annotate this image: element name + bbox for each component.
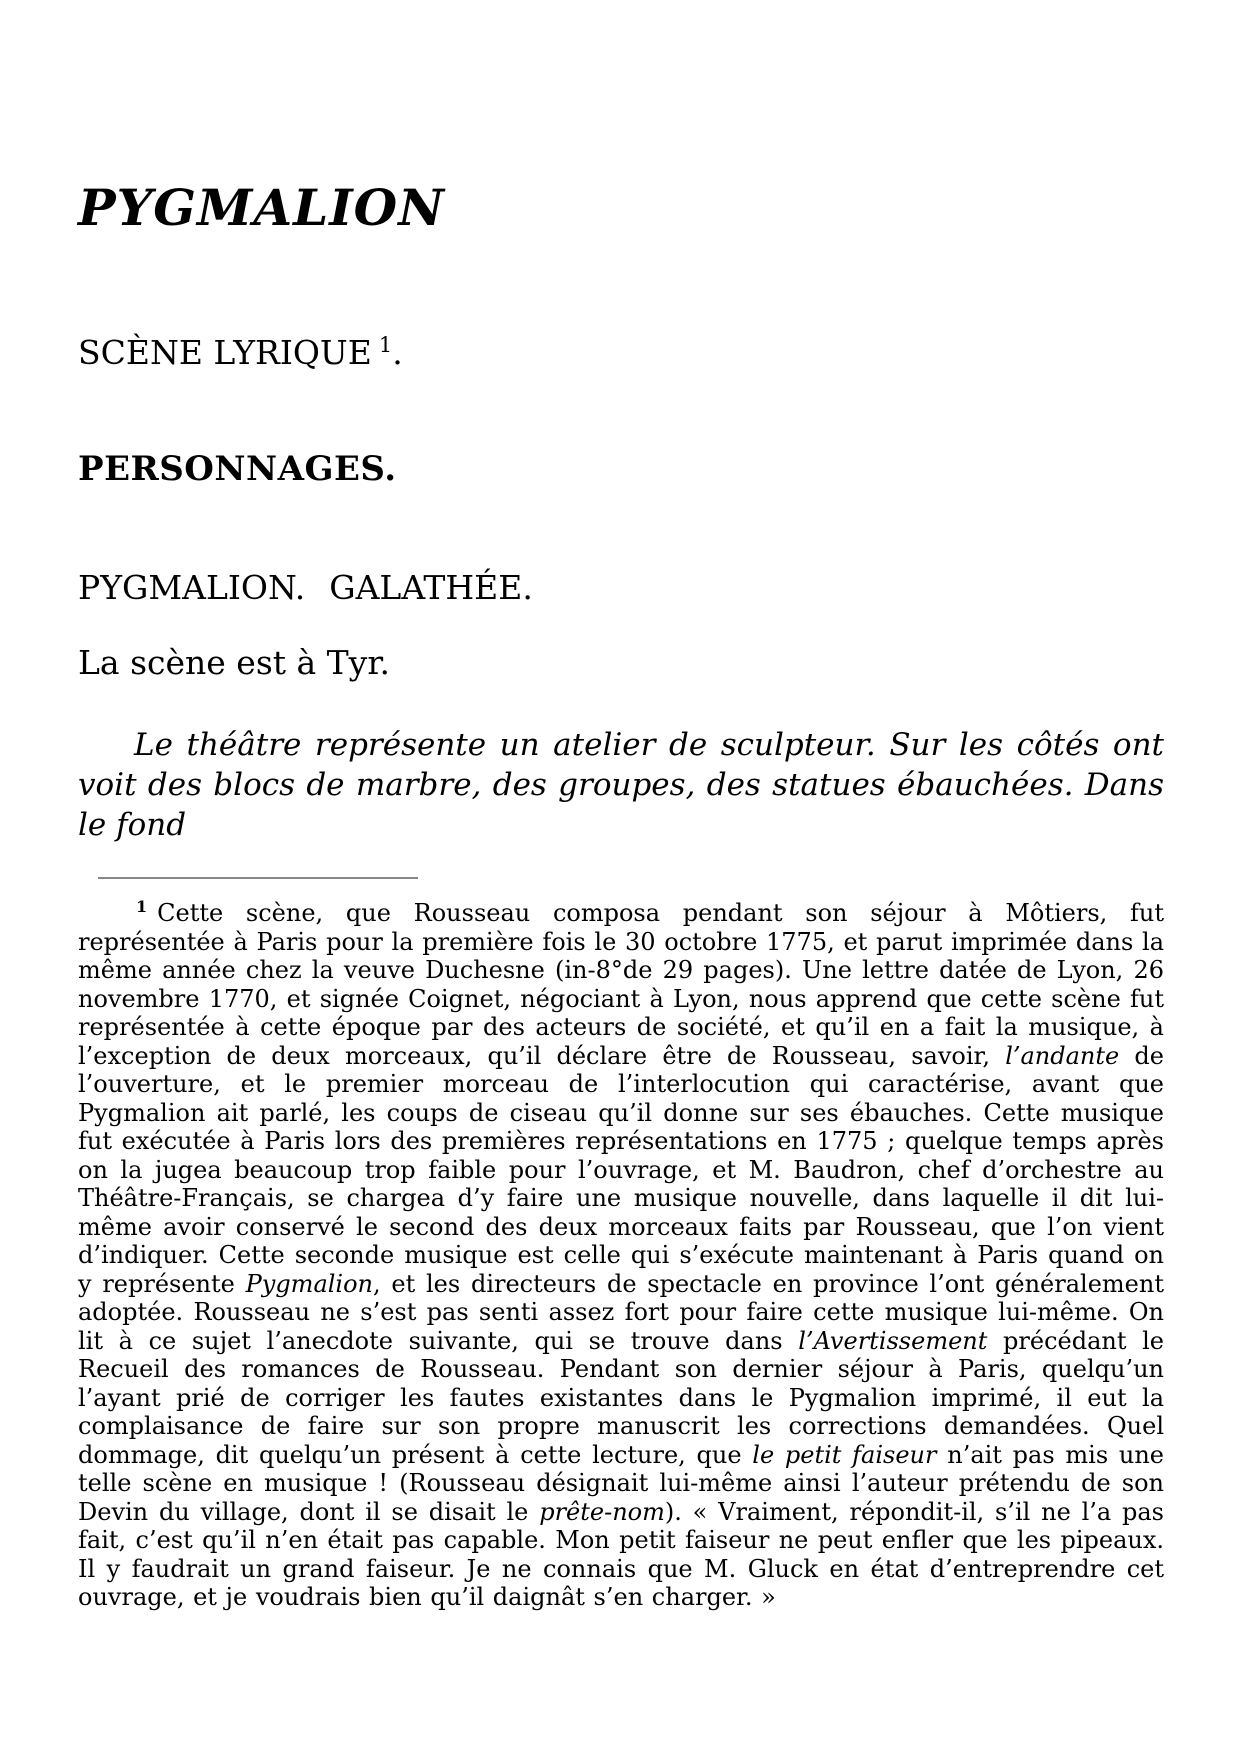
footnote-text-run: n’ait pas mis une telle scène en musique ! (Rousseau désignait lui-même ainsi l’auteur prétendu de son Devin du village, dont il se disait le bbox=[78, 1440, 1165, 1526]
footnote-text-run: Cette scène, que Rousseau composa pendant son séjour à Môtiers, fut représentée à Paris pour la première fois le 30 octobre 1775, et parut imprimée dans la même année chez la veuve Duchesne (in-8°de 29 pages). Une lettre datée de Lyon, 26 novembre 1770, et signée Coignet, négociant à Lyon, nous apprend que cette scène fut représentée à cette époque par des acteurs de société, et qu’il en a fait la musique, à l’exception de deux morceaux, qu’il déclare être de Rousseau, savoir, bbox=[78, 899, 1164, 1070]
footnote-text-run: ). « Vraiment, répondit-il, s’il ne l’a pas fait, c’est qu’il n’en était pas capable. Mon petit faiseur ne peut enfler que les pipeaux. Il y faudrait un grand faiseur. Je ne connais que M. Gluck en état d’entreprendre cet ouvrage, et je voudrais bien qu’il daignât s’en charger. » bbox=[78, 1497, 1164, 1611]
stage-direction: Le théâtre représente un atelier de sculpteur. Sur les côtés ont voit des blocs de marbre, des groupes, des statues ébauchées. Dans le fond bbox=[78, 727, 1164, 843]
footnote-text-run: , et les directeurs de spectacle en province l’ont généralement adoptée. Rousseau ne s’est pas senti assez fort pour faire cette musique lui-même. On lit à ce sujet l’anecdote suivante, qui se trouve dans bbox=[78, 1269, 1164, 1355]
footnote-italic-run: le petit faiseur bbox=[752, 1440, 937, 1469]
character-name-galathee: GALATHÉE. bbox=[329, 568, 533, 607]
character-name-pygmalion: PYGMALION. bbox=[78, 568, 306, 607]
scene-heading bbox=[78, 332, 1164, 374]
footnote-italic-run: l’Avertissement bbox=[798, 1326, 988, 1355]
footnote-separator bbox=[98, 877, 418, 879]
footnote-text-run: précédant le Recueil des romances de Rousseau. Pendant son dernier séjour à Paris, quelqu’un l’ayant prié de corriger les fautes existantes dans le Pygmalion imprimé, il eut la complaisance de faire sur son propre manuscrit les corrections demandées. Quel dommage, dit quelqu’un présent à cette lecture, que bbox=[78, 1326, 1165, 1469]
footnote-body bbox=[78, 899, 1164, 1611]
footnote-italic-run: l’andante bbox=[1005, 1041, 1120, 1070]
scene-heading-label: SCÈNE LYRIQUE bbox=[78, 333, 372, 372]
page-title: PYGMALION bbox=[78, 178, 445, 237]
personnages-heading: PERSONNAGES. bbox=[78, 449, 397, 489]
footnote-italic-run: prête-nom bbox=[539, 1497, 665, 1526]
footnote-reference: 1 bbox=[378, 333, 393, 357]
footnote-italic-run: Pygmalion bbox=[245, 1269, 374, 1298]
footnote-text bbox=[78, 899, 1164, 1612]
scene-heading-suffix: . bbox=[392, 333, 403, 372]
scene-location: La scène est à Tyr. bbox=[78, 643, 390, 682]
footnote-marker: 1 bbox=[136, 897, 148, 916]
footnote-text-run: de l’ouverture, et le premier morceau de l’interlocution qui caractérise, avant que Pygmalion ait parlé, les coups de ciseau qu’il donne sur ses ébauches. Cette musique fut exécutée à Paris lors des premières représentations en 1775 ; quelque temps après on la jugea beaucoup trop faible pour l’ouvrage, et M. Baudron, chef d’orchestre au Théâtre-Français, se chargea d’y faire une musique nouvelle, dans laquelle il dit lui-même avoir conservé le second des deux morceaux faits par Rousseau, que l’on vient d’indiquer. Cette seconde musique est celle qui s’exécute maintenant à Paris quand on y représente bbox=[78, 1041, 1164, 1298]
character-list bbox=[78, 567, 1164, 609]
